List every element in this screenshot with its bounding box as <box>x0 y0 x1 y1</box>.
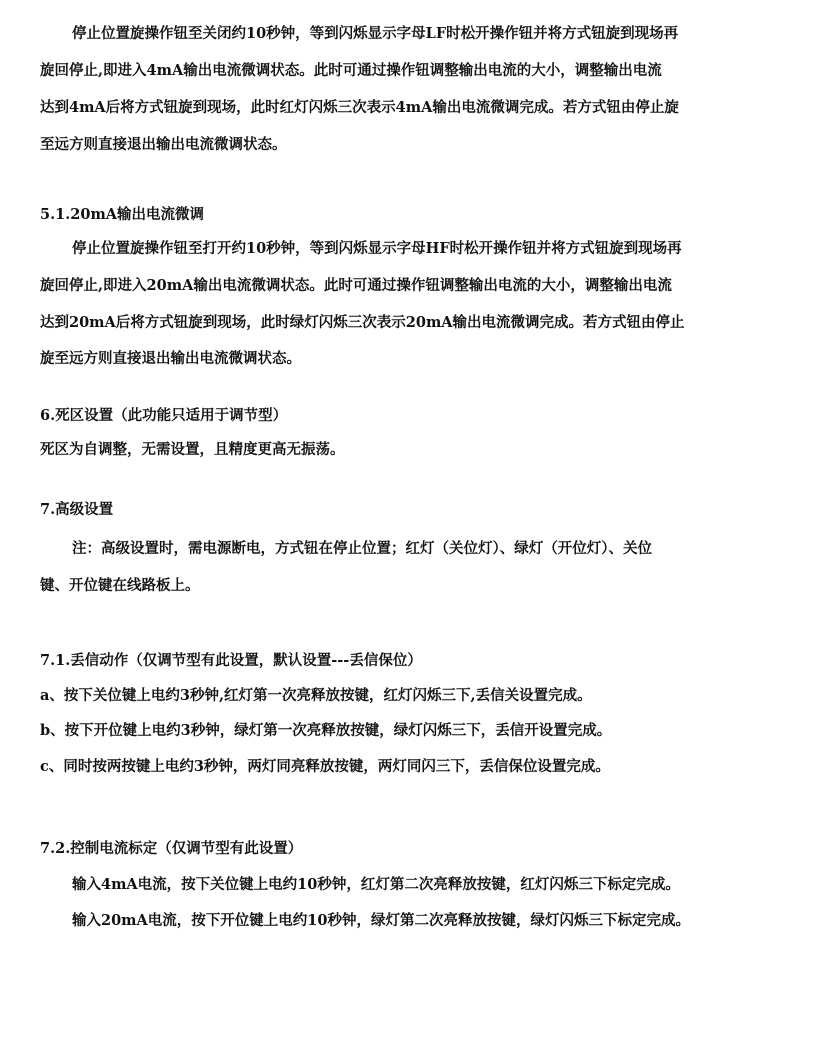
paragraph-line: 旋至远方则直接退出输出电流微调状态。 <box>40 350 301 367</box>
section-heading: 7.1.丢信动作（仅调节型有此设置，默认设置---丢信保位） <box>40 652 422 669</box>
section-heading: 6.死区设置（此功能只适用于调节型） <box>40 407 288 424</box>
paragraph-line: 死区为自调整，无需设置，且精度更高无振荡。 <box>40 441 345 458</box>
paragraph-line: 达到20mA后将方式钮旋到现场，此时绿灯闪烁三次表示20mA输出电流微调完成。若方式钮由停止 <box>40 314 685 331</box>
paragraph-line: 输入4mA电流，按下关位键上电约10秒钟，红灯第二次亮释放按键，红灯闪烁三下标定完成。 <box>72 876 680 893</box>
paragraph-line: 至远方则直接退出输出电流微调状态。 <box>40 136 287 153</box>
paragraph-line: 输入20mA电流，按下开位键上电约10秒钟，绿灯第二次亮释放按键，绿灯闪烁三下标定完成。 <box>72 912 690 929</box>
list-item: b、按下开位键上电约3秒钟，绿灯第一次亮释放按键，绿灯闪烁三下，丢信开设置完成。 <box>40 722 612 739</box>
paragraph-line: 旋回停止,即进入4mA输出电流微调状态。此时可通过操作钮调整输出电流的大小，调整输出电流 <box>40 62 662 79</box>
list-item: c、同时按两按键上电约3秒钟，两灯同亮释放按键，两灯同闪三下，丢信保位设置完成。 <box>40 758 610 775</box>
paragraph-line: 键、开位键在线路板上。 <box>40 577 200 594</box>
paragraph-line: 达到4mA后将方式钮旋到现场，此时红灯闪烁三次表示4mA输出电流微调完成。若方式钮由停止旋 <box>40 99 679 116</box>
section-heading: 7.高级设置 <box>40 501 114 518</box>
paragraph-line: 注：高级设置时，需电源断电，方式钮在停止位置；红灯（关位灯）、绿灯（开位灯）、关位 <box>72 540 652 557</box>
list-item: a、按下关位键上电约3秒钟,红灯第一次亮释放按键，红灯闪烁三下,丢信关设置完成。 <box>40 687 592 704</box>
paragraph-line: 停止位置旋操作钮至打开约10秒钟，等到闪烁显示字母HF时松开操作钮并将方式钮旋到现场再 <box>72 240 682 257</box>
section-heading: 7.2.控制电流标定（仅调节型有此设置） <box>40 840 303 857</box>
section-heading: 5.1.20mA输出电流微调 <box>40 206 205 223</box>
paragraph-line: 旋回停止,即进入20mA输出电流微调状态。此时可通过操作钮调整输出电流的大小，调整输出电流 <box>40 277 672 294</box>
paragraph-line: 停止位置旋操作钮至关闭约10秒钟，等到闪烁显示字母LF时松开操作钮并将方式钮旋到现场再 <box>72 25 679 42</box>
